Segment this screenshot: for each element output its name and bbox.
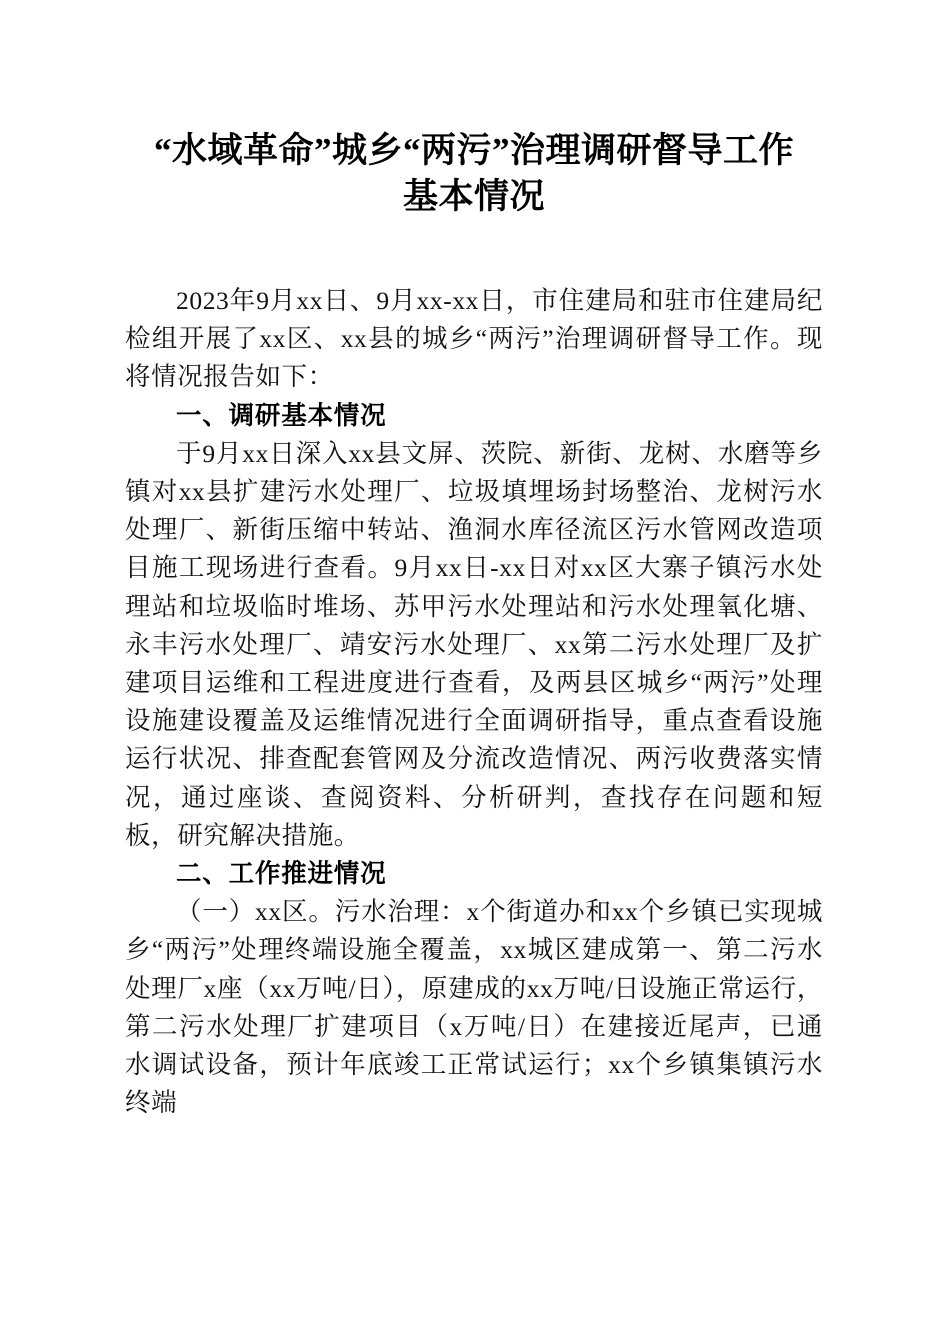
section-one-body: 于9月xx日深入xx县文屏、茨院、新街、龙树、水磨等乡镇对xx县扩建污水处理厂、垃圾填埋场封场整治、龙树污水处理厂、新街压缩中转站、渔洞水库径流区污水管网改造项目施工现场进行查看。9月xx日-xx日对xx区大寨子镇污水处理站和垃圾临时堆场、苏甲污水处理站和污水处理氧化塘、永丰污水处理厂、靖安污水处理厂、xx第二污水处理厂及扩建项目运维和工程进度进行查看，及两县区城乡“两污”处理设施建设覆盖及运维情况进行全面调研指导，重点查看设施运行状况、排查配套管网及分流改造情况、两污收费落实情况，通过座谈、查阅资料、分析研判，查找存在问题和短板，研究解决措施。: [125, 438, 823, 850]
section-two-item-one: （一）xx区。污水治理：x个街道办和xx个乡镇已实现城乡“两污”处理终端设施全覆盖，xx城区建成第一、第二污水处理厂x座（xx万吨/日），原建成的xx万吨/日设施正常运行，第二污水处理厂扩建项目（x万吨/日）在建接近尾声，已通水调试设备，预计年底竣工正常试运行；xx个乡镇集镇污水终端: [125, 897, 823, 1118]
page-title: [125, 128, 823, 220]
page-title-line-2: 基本情况: [402, 177, 545, 216]
heading-section-two: 二、工作推进情况: [176, 860, 387, 889]
heading-section-one: 一、调研基本情况: [176, 401, 387, 430]
page-title-line-1: “水域革命”城乡“两污”治理调研督导工作: [153, 131, 794, 170]
intro-paragraph: 2023年9月xx日、9月xx-xx日，市住建局和驻市住建局纪检组开展了xx区、xx县的城乡“两污”治理调研督导工作。现将情况报告如下：: [125, 286, 823, 392]
title-spacer: [125, 220, 823, 282]
